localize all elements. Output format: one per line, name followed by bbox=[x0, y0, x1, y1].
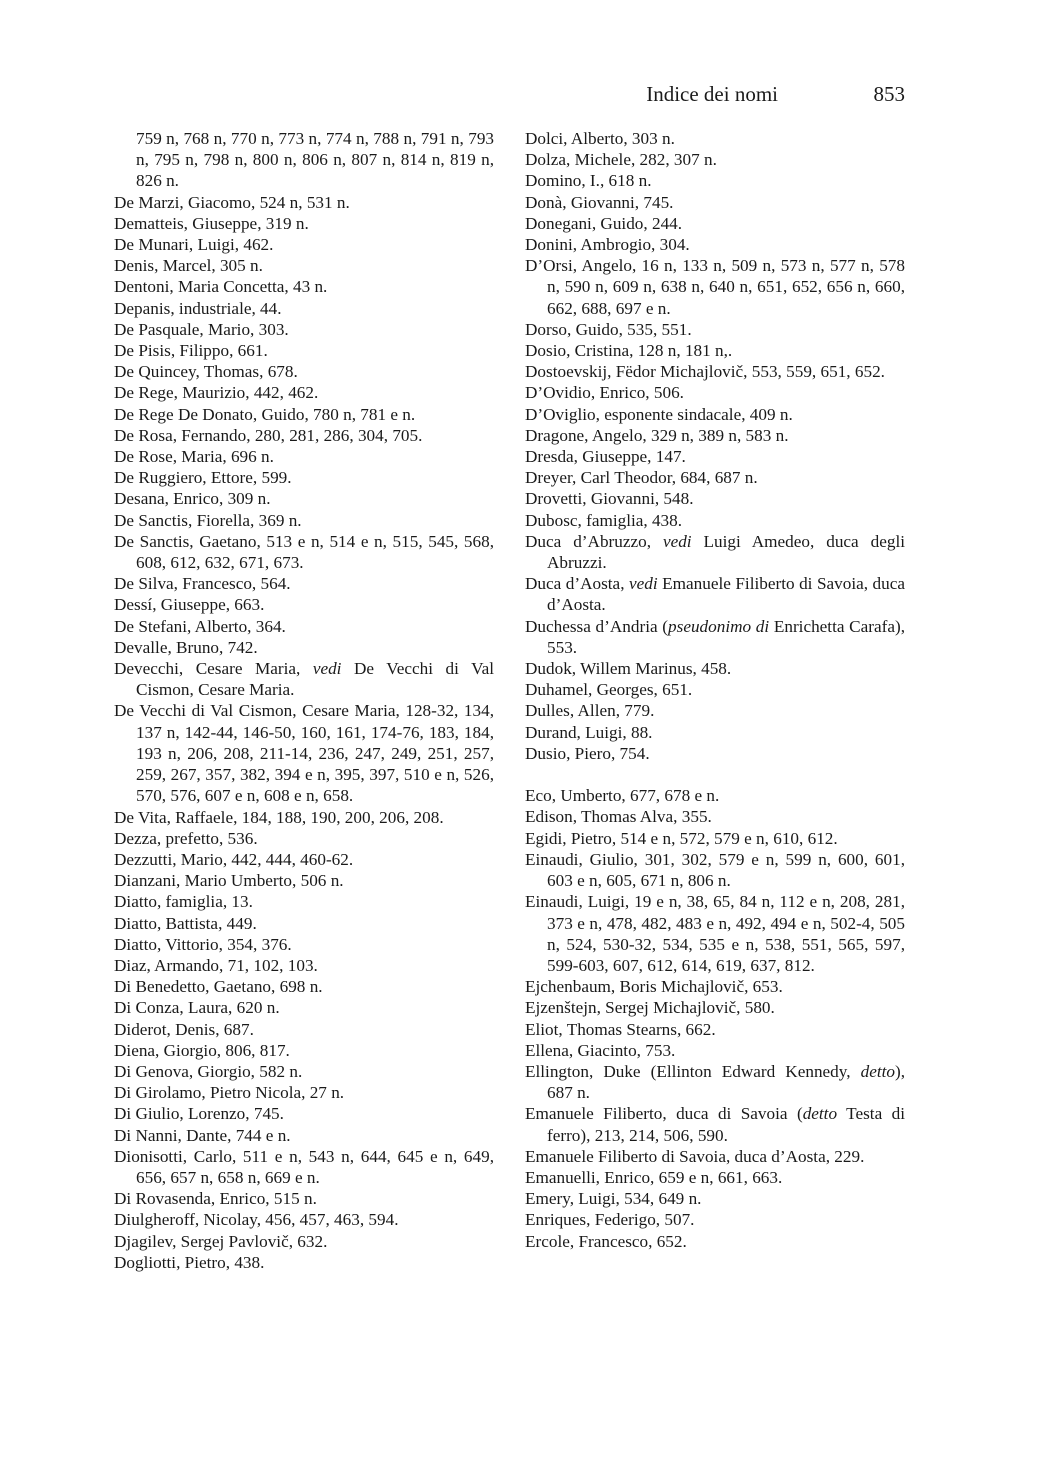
index-entry: Diulgheroff, Nicolay, 456, 457, 463, 594. bbox=[114, 1210, 399, 1230]
index-entry: Donini, Ambrogio, 304. bbox=[525, 235, 690, 255]
index-entry: Donà, Giovanni, 745. bbox=[525, 192, 674, 212]
index-entry: D’Oviglio, esponente sindacale, 409 n. bbox=[525, 404, 793, 424]
index-entry: Di Conza, Laura, 620 n. bbox=[114, 998, 280, 1018]
index-entry: Eliot, Thomas Stearns, 662. bbox=[525, 1019, 716, 1039]
page-number: 853 bbox=[873, 82, 905, 106]
index-entry: Diatto, Vittorio, 354, 376. bbox=[114, 934, 292, 954]
index-entry: Dresda, Giuseppe, 147. bbox=[525, 447, 686, 467]
index-entry: Emery, Luigi, 534, 649 n. bbox=[525, 1189, 702, 1209]
index-entry: Duchessa d’Andria (pseudonimo di Enrichetta Carafa), 553. bbox=[525, 616, 905, 657]
index-entry: Diaz, Armando, 71, 102, 103. bbox=[114, 955, 318, 975]
index-entry: Dolci, Alberto, 303 n. bbox=[525, 129, 675, 148]
index-entry: Dogliotti, Pietro, 438. bbox=[114, 1252, 265, 1272]
index-entry: De Sanctis, Gaetano, 513 e n, 514 e n, 515, 545, 568, 608, 612, 632, 671, 673. bbox=[114, 531, 494, 573]
index-entry: Dessí, Giuseppe, 663. bbox=[114, 595, 265, 615]
index-entry: D’Ovidio, Enrico, 506. bbox=[525, 383, 684, 403]
index-entry: Di Genova, Giorgio, 582 n. bbox=[114, 1061, 303, 1081]
index-entry: Djagilev, Sergej Pavlovič, 632. bbox=[114, 1231, 328, 1251]
index-entry: De Rege De Donato, Guido, 780 n, 781 e n. bbox=[114, 404, 416, 424]
index-entry: Dianzani, Mario Umberto, 506 n. bbox=[114, 871, 344, 891]
index-entry: Duca d’Aosta, vedi Emanuele Filiberto di Savoia, duca d’Aosta. bbox=[525, 574, 905, 615]
index-entry: Dusio, Piero, 754. bbox=[525, 743, 650, 763]
index-entry: Ercole, Francesco, 652. bbox=[525, 1231, 687, 1251]
index-entry: Dentoni, Maria Concetta, 43 n. bbox=[114, 277, 328, 297]
index-entry: De Rosa, Fernando, 280, 281, 286, 304, 705. bbox=[114, 425, 423, 445]
index-entry: D’Orsi, Angelo, 16 n, 133 n, 509 n, 573 n, 577 n, 578 n, 590 n, 609 n, 638 n, 640 n, 651, 652, 656 n, 660, 662, 688, 697 e n. bbox=[525, 256, 905, 318]
index-entry: Desana, Enrico, 309 n. bbox=[114, 489, 271, 509]
index-entry: Diatto, Battista, 449. bbox=[114, 913, 257, 933]
index-entry: Dosio, Cristina, 128 n, 181 n,. bbox=[525, 341, 733, 361]
index-entry: Devecchi, Cesare Maria, vedi De Vecchi di Val Cismon, Cesare Maria. bbox=[114, 659, 494, 700]
index-entry: Depanis, industriale, 44. bbox=[114, 298, 282, 318]
index-entry: Durand, Luigi, 88. bbox=[525, 722, 653, 742]
index-entry: Emanuele Filiberto, duca di Savoia (detto Testa di ferro), 213, 214, 506, 590. bbox=[525, 1104, 906, 1145]
index-entry: Diderot, Denis, 687. bbox=[114, 1019, 254, 1039]
index-entry: Dematteis, Giuseppe, 319 n. bbox=[114, 213, 309, 233]
index-entry: Duhamel, Georges, 651. bbox=[525, 680, 693, 700]
index-entry: De Ruggiero, Ettore, 599. bbox=[114, 468, 292, 488]
index-entry: De Rege, Maurizio, 442, 462. bbox=[114, 383, 319, 403]
index-entry: Ejzenštejn, Sergej Michajlovič, 580. bbox=[525, 998, 775, 1018]
index-entry: De Vita, Raffaele, 184, 188, 190, 200, 206, 208. bbox=[114, 807, 444, 827]
index-entry: Drovetti, Giovanni, 548. bbox=[525, 489, 694, 509]
letter-section-gap bbox=[525, 764, 905, 785]
index-entry: Dolza, Michele, 282, 307 n. bbox=[525, 150, 717, 170]
index-entry: Diatto, famiglia, 13. bbox=[114, 892, 253, 912]
index-entry: Ejchenbaum, Boris Michajlovič, 653. bbox=[525, 977, 783, 997]
index-entry: Devalle, Bruno, 742. bbox=[114, 637, 258, 657]
index-entry: Edison, Thomas Alva, 355. bbox=[525, 807, 712, 827]
index-entry: De Pisis, Filippo, 661. bbox=[114, 341, 268, 361]
index-entry: De Marzi, Giacomo, 524 n, 531 n. bbox=[114, 192, 350, 212]
index-entry: Dorso, Guido, 535, 551. bbox=[525, 319, 692, 339]
index-entry: De Quincey, Thomas, 678. bbox=[114, 362, 298, 382]
index-entry: Di Girolamo, Pietro Nicola, 27 n. bbox=[114, 1083, 345, 1103]
index-entry: Donegani, Guido, 244. bbox=[525, 213, 683, 233]
index-entry: Einaudi, Luigi, 19 e n, 38, 65, 84 n, 112 e n, 208, 281, 373 e n, 478, 482, 483 e n, 492, 494 e n, 502-4, 505 n, 524, 530-32, 534, 535 e n, 538, 551, 565, 597, 599-603, 607, 612, 614, 619, 637, 812. bbox=[525, 892, 905, 975]
index-entry: Diena, Giorgio, 806, 817. bbox=[114, 1040, 290, 1060]
index-entry: Egidi, Pietro, 514 e n, 572, 579 e n, 610, 612. bbox=[525, 828, 838, 848]
index-entry: De Silva, Francesco, 564. bbox=[114, 574, 291, 594]
index-entry: Dostoevskij, Fëdor Michajlovič, 553, 559, 651, 652. bbox=[525, 362, 885, 382]
index-entry: Emanuele Filiberto di Savoia, duca d’Aosta, 229. bbox=[525, 1146, 865, 1166]
index-entry: Di Nanni, Dante, 744 e n. bbox=[114, 1125, 291, 1145]
index-entry: Dulles, Allen, 779. bbox=[525, 701, 655, 721]
index-entry: Dionisotti, Carlo, 511 e n, 543 n, 644, 645 e n, 649, 656, 657 n, 658 n, 669 e n. bbox=[114, 1146, 494, 1187]
index-column-right bbox=[525, 128, 905, 1252]
index-entry: Dezzutti, Mario, 442, 444, 460-62. bbox=[114, 849, 354, 869]
header-title: Indice dei nomi bbox=[646, 82, 778, 106]
index-entry: Duca d’Abruzzo, vedi Luigi Amedeo, duca degli Abruzzi. bbox=[525, 531, 905, 573]
index-entry: Dudok, Willem Marinus, 458. bbox=[525, 659, 732, 679]
index-entry: Denis, Marcel, 305 n. bbox=[114, 256, 263, 276]
index-entry: Di Benedetto, Gaetano, 698 n. bbox=[114, 977, 323, 997]
index-entry: Dubosc, famiglia, 438. bbox=[525, 510, 683, 530]
index-entry: Dragone, Angelo, 329 n, 389 n, 583 n. bbox=[525, 425, 789, 445]
index-entry: Ellena, Giacinto, 753. bbox=[525, 1040, 676, 1060]
index-entry: De Sanctis, Fiorella, 369 n. bbox=[114, 510, 302, 530]
index-entry: De Vecchi di Val Cismon, Cesare Maria, 128-32, 134, 137 n, 142-44, 146-50, 160, 161, 174-76, 183, 184, 193 n, 206, 208, 211-14, 236, 247, 249, 251, 257, 259, 267, 357, 382, 394 e n, 395, 397, 510 e n, 526, 570, 576, 607 e n, 608 e n, 658. bbox=[114, 701, 494, 806]
index-entry: Domino, I., 618 n. bbox=[525, 171, 652, 191]
index-entry: De Munari, Luigi, 462. bbox=[114, 235, 274, 255]
index-entry: De Stefani, Alberto, 364. bbox=[114, 616, 286, 636]
index-entry: Dreyer, Carl Theodor, 684, 687 n. bbox=[525, 468, 758, 488]
index-entry: Emanuelli, Enrico, 659 e n, 661, 663. bbox=[525, 1167, 783, 1187]
index-column-left bbox=[114, 128, 494, 1273]
index-entry-continuation: 759 n, 768 n, 770 n, 773 n, 774 n, 788 n, 791 n, 793 n, 795 n, 798 n, 800 n, 806 n, 807 n, 814 n, 819 n, 826 n. bbox=[136, 129, 494, 191]
index-entry: Eco, Umberto, 677, 678 e n. bbox=[525, 786, 720, 806]
index-entry: Einaudi, Giulio, 301, 302, 579 e n, 599 n, 600, 601, 603 e n, 605, 671 n, 806 n. bbox=[525, 849, 905, 891]
index-entry: De Rose, Maria, 696 n. bbox=[114, 447, 274, 467]
running-header bbox=[0, 82, 1046, 112]
index-entry: De Pasquale, Mario, 303. bbox=[114, 319, 289, 339]
index-entry: Ellington, Duke (Ellinton Edward Kennedy, detto), 687 n. bbox=[525, 1061, 905, 1103]
index-entry: Dezza, prefetto, 536. bbox=[114, 828, 258, 848]
index-entry: Di Rovasenda, Enrico, 515 n. bbox=[114, 1189, 317, 1209]
index-entry: Enriques, Federigo, 507. bbox=[525, 1210, 695, 1230]
index-entry: Di Giulio, Lorenzo, 745. bbox=[114, 1104, 284, 1124]
